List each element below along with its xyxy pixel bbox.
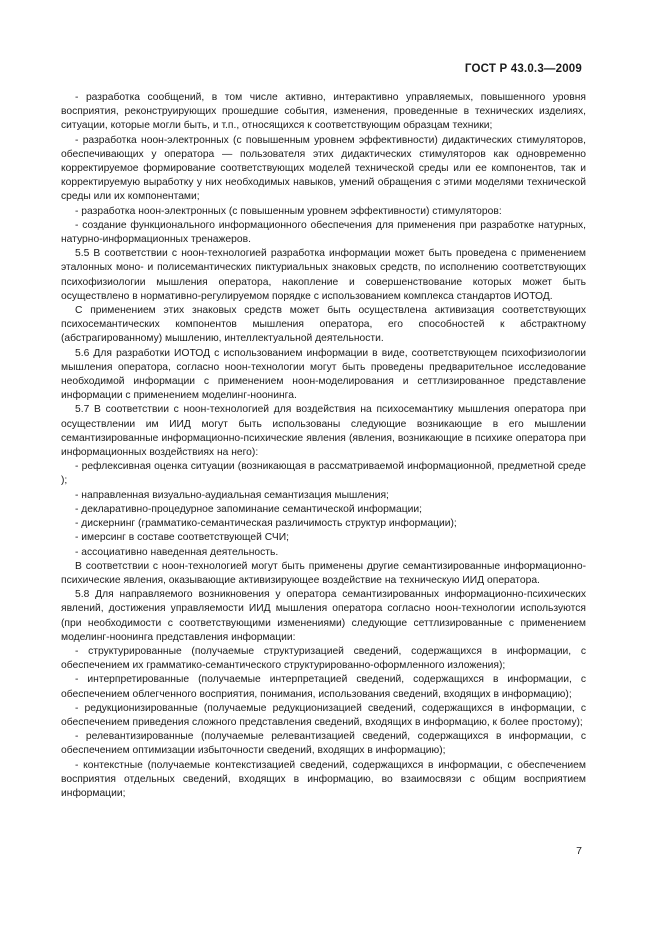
paragraph: 5.6 Для разработки ИОТОД с использованием информации в виде, соответствующем психофизиологии мышления оператора, согласно ноон-технологии могут быть проведены предварительное исследование необходимой информации с применением ноон-моделирования и сеттлизированное представление информации с применением моделинг-ноонинга.: [61, 347, 586, 402]
list-item: - декларативно-процедурное запоминание семантической информации;: [75, 503, 422, 515]
paragraph: 5.7 В соответствии с ноон-технологией для воздействия на психосемантику мышления оператора при осуществлении им ИИД могут быть использованы следующие возникающие в его мышлении семантизированные информационно-психические явления (явления, возникающие в психике оператора при информационных воздействиях на него):: [61, 404, 586, 459]
paragraph: В соответствии с ноон-технологией могут быть применены другие семантизированные информационно-психические явления, оказывающие активизирующее воздействие на техническую ИИД оператора.: [61, 560, 586, 586]
list-item: - имерсинг в составе соответствующей СЧИ;: [75, 532, 289, 544]
list-item: - релевантизированные (получаемые релевантизацией сведений, содержащихся в информации, с обеспечением оптимизации избыточности сведений, входящих в информацию);: [61, 731, 586, 757]
list-item: - ассоциативно наведенная деятельность.: [75, 546, 279, 558]
list-item: - рефлексивная оценка ситуации (возникающая в рассматриваемой информационной, предметной среде );: [61, 461, 586, 487]
list-item: - разработка сообщений, в том числе активно, интерактивно управляемых, повышенного уровня восприятия, реконструирующих прошедшие события, изменения, проведенные в технических изделиях, ситуации, которые могли быть, и т.п., относящихся к соответствующим образцам техники;: [61, 92, 586, 132]
document-number: ГОСТ Р 43.0.3—2009: [464, 63, 582, 75]
list-item: - направленная визуально-аудиальная семантизация мышления;: [75, 489, 389, 501]
list-item: - интерпретированные (получаемые интерпретацией сведений, содержащихся в информации, с обеспечением облегченного восприятия, понимания, использования сведений, входящих в информацию);: [61, 674, 586, 700]
list-item: - разработка ноон-электронных (с повышенным уровнем эффективности) стимуляторов:: [75, 205, 502, 217]
list-item: - разработка ноон-электронных (с повышенным уровнем эффективности) дидактических стимуляторов, обеспечивающих у оператора — пользователя этих дидактических стимуляторов как одновременно корректируемое формирование соответствующих моделей технической среды или ее компонентов, так и корректируемую выработку у них необходимых навыков, умений обращения с этими моделями технической среды или их компонентами;: [61, 134, 586, 203]
list-item: - создание функционального информационного обеспечения для применения при разработке натурных, натурно-информационных тренажеров.: [61, 219, 586, 246]
list-item: - структурированные (получаемые структуризацией сведений, содержащихся в информации, с обеспечением их грамматико-семантического структурированно-оформленного изложения);: [61, 645, 586, 672]
list-item: - контекстные (получаемые контекстизацией сведений, содержащихся в информации, с обеспечением восприятия отдельных сведений, входящих в информацию, во взаимосвязи с общим восприятием информации;: [61, 759, 586, 799]
document-body: [61, 91, 586, 801]
list-item: - дискернинг (грамматико-семантическая различимость структур информации);: [75, 518, 457, 530]
page-number: 7: [576, 845, 582, 857]
paragraph: С применением этих знаковых средств может быть осуществлена активизация соответствующих психосемантических компонентов мышления оператора, его способностей к абстрактному (абстрагированному) мышлению, интеллектуальной деятельности.: [61, 305, 586, 345]
list-item: - редукционизированные (получаемые редукционизацией сведений, содержащихся в информации, с обеспечением приведения сложного представления сведений, входящих в информацию, к более простому);: [61, 702, 586, 728]
paragraph: 5.8 Для направляемого возникновения у оператора семантизированных информационно-психических явлений, достижения управляемости ИИД мышления оператора согласно ноон-технологии используются (при необходимости с соответствующими изменениями) следующие сеттлизированные с применением моделинг-ноонинга представления информации:: [61, 589, 586, 643]
paragraph: 5.5 В соответствии с ноон-технологией разработка информации может быть проведена с применением эталонных моно- и полисемантических пиктуриальных знаковых средств, по исполнению соответствующих психофизиологии мышления оператора, накопление и совершенствование которых может быть осуществлено в нормативно-регулируемом порядке с использованием комплекса стандартов ИОТОД.: [61, 248, 586, 302]
